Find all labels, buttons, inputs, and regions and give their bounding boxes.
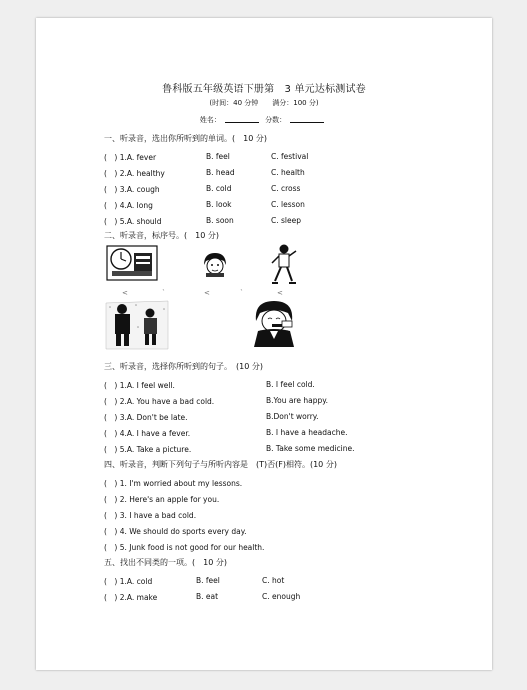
exam-page: 鲁科版五年级英语下册第 3 单元达标测试卷 (时间：40 分钟 满分：100 分) 姓名： 分数： 一、听录音，选出你所听到的单词。( 10 分) ( ) 1.A. fever B. feel C. festival ( ) 2.A. healthy B. head C. health ( ) 3.A. cough B. cold C. cross ( ) 4.A. long B. look C. lesson ( ) 5.A. should B. soon C. sleep 二、听录音，标序号。( 10 分) < < < ` ` 三、听录音，选择你所听到的句子。 (10 分) ( ) 1.A. I feel well. B. I feel cold. ( ) 2.A. You have a bad cold. B.You are happy. ( ) 3.A. Don't be late. B.Don't worry. ( ) 4.A. I have a fever. B. I have a headache. ( ) 5.A. Take a picture. B. Take some medicine. 四、听录音，判断下列句子与所听内容是 (T)否(F)相符。(10 分) ( ) 1. I'm worried about my lessons. ( ) 2. Here's an apple for you. ( ) 3. I have a bad cold. ( ) 4. We should do sports every day. ( ) 5. Junk food is not good for our health. 五、找出不同类的一项。( 10 分) ( ) 1.A. cold B. feel C. hot ( ) 2.A. make B. eat C. enough — [36, 18, 492, 670]
exam-time-score: (时间：40 分钟 满分：100 分) — [209, 99, 319, 107]
clock-picture — [106, 245, 158, 281]
section4-heading: 四、听录音，判断下列句子与所听内容是 (T)否(F)相符。(10 分) — [104, 460, 337, 469]
page-title: 鲁科版五年级英语下册第 3 单元达标测试卷 — [162, 84, 366, 95]
section4-item-5: ( ) 5. Junk food is not good for our health. — [104, 543, 265, 552]
section2-heading: 二、听录音，标序号。( 10 分) — [104, 231, 219, 240]
section4-item-2: ( ) 2. Here's an apple for you. — [104, 495, 220, 504]
section5-heading: 五、找出不同类的一项。( 10 分) — [104, 558, 227, 567]
section4-item-3: ( ) 3. I have a bad cold. — [104, 511, 197, 520]
section3-heading: 三、听录音，选择你所听到的句子。 (10 分) — [104, 362, 263, 371]
snow-people-picture — [104, 299, 170, 351]
running-boy-picture — [270, 243, 298, 287]
sick-girl-picture — [246, 299, 302, 347]
boy-head-picture — [200, 251, 230, 277]
score-blank — [290, 122, 324, 123]
name-label: 姓名： — [199, 116, 221, 124]
listening-pictures: < < < ` ` — [102, 241, 308, 351]
section4-item-4: ( ) 4. We should do sports every day. — [104, 527, 247, 536]
name-score-line — [36, 115, 492, 125]
section1-heading: 一、听录音，选出你所听到的单词。( 10 分) — [104, 134, 267, 143]
name-blank — [225, 122, 259, 123]
score-label: 分数： — [265, 116, 287, 124]
section4-item-1: ( ) 1. I'm worried about my lessons. — [104, 479, 243, 488]
